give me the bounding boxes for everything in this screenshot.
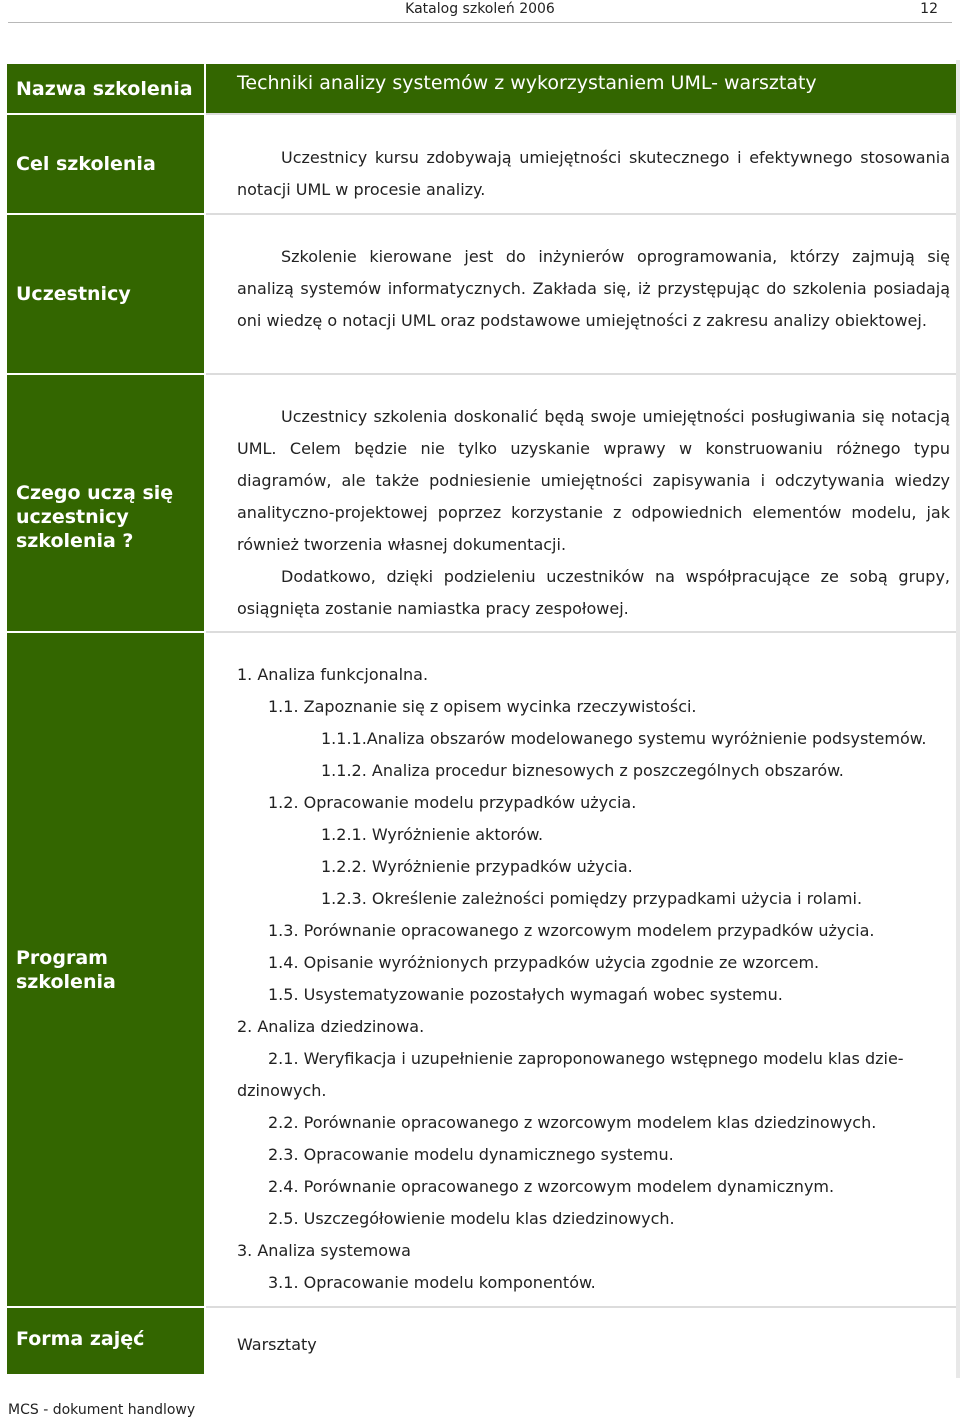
course-goal-text: Uczestnicy kursu zdobywają umiejętności skutecznego i efektywnego stosowania notacji UML w procesie analizy.: [237, 148, 950, 199]
label-form: Forma zajęć: [7, 1308, 204, 1374]
participants-content: [206, 215, 956, 373]
row-participants: [7, 215, 956, 373]
form-content: [206, 1308, 956, 1374]
program-item: 1.2.1. Wyróżnienie aktorów.: [321, 825, 544, 844]
page-footer: MCS - dokument handlowy: [8, 1402, 196, 1418]
course-name-text: Techniki analizy systemów z wykorzystaniem UML- warsztaty: [237, 72, 817, 94]
program-item: 1.4. Opisanie wyróżnionych przypadków użycia zgodnie ze wzorcem.: [268, 953, 820, 972]
row-divider: [206, 113, 956, 115]
program-item: 1.2.2. Wyróżnienie przypadków użycia.: [321, 857, 633, 876]
page-header: [8, 0, 952, 23]
row-form: [7, 1308, 956, 1374]
program-item: 2.1. Weryfikacja i uzupełnienie zaproponowanego wstępnego modelu klas dzie-: [268, 1049, 904, 1068]
program-item: 2.5. Uszczegółowienie modelu klas dziedzinowych.: [268, 1209, 675, 1228]
program-item: 1. Analiza funkcjonalna.: [237, 665, 429, 684]
catalog-title: Katalog szkoleń 2006: [405, 1, 555, 17]
program-item: dzinowych.: [237, 1081, 327, 1100]
program-item: 1.1. Zapoznanie się z opisem wycinka rzeczywistości.: [268, 697, 697, 716]
label-learning: Czego uczą się uczestnicy szkolenia ?: [7, 375, 204, 631]
label-participants: Uczestnicy: [7, 215, 204, 373]
row-program: [7, 633, 956, 1306]
program-item: 1.1.2. Analiza procedur biznesowych z poszczególnych obszarów.: [321, 761, 844, 780]
label-program: Program szkolenia: [7, 633, 204, 1306]
program-item: 1.5. Usystematyzowanie pozostałych wymagań wobec systemu.: [268, 985, 783, 1004]
row-divider: [206, 373, 956, 375]
label-course-name: Nazwa szkolenia: [7, 64, 204, 113]
row-course-goal: [7, 115, 956, 213]
program-item: 2. Analiza dziedzinowa.: [237, 1017, 425, 1036]
participants-text: Szkolenie kierowane jest do inżynierów oprogramowania, którzy zajmują się analizą systemów informatycznych. Zakłada się, iż przystępując do szkolenia posiadają oni wiedzę o notacji UML oraz podstawowe umiejętności z zakresu analizy obiektowej.: [237, 247, 950, 330]
course-table: [7, 64, 956, 1374]
right-margin-bar: [956, 60, 960, 1378]
form-value: Warsztaty: [237, 1335, 317, 1354]
learning-paragraph-1: Uczestnicy szkolenia doskonalić będą swoje umiejętności posługiwania się notacją UML. Celem będzie nie tylko uzyskanie wprawy w konstruowaniu różnego typu diagramów, ale także podniesienie umiejętności zapisywania i odczytywania wiedzy analityczno-projektowej poprzez korzystanie z odpowiednich elementów modelu, jak również tworzenia własnej dokumentacji.: [237, 407, 950, 554]
label-course-goal: Cel szkolenia: [7, 115, 204, 213]
program-content: [206, 633, 956, 1306]
program-list: [237, 659, 950, 1299]
program-item: 1.1.1.Analiza obszarów modelowanego systemu wyróżnienie podsystemów.: [321, 729, 927, 748]
program-item: 1.3. Porównanie opracowanego z wzorcowym modelem przypadków użycia.: [268, 921, 875, 940]
row-course-name: [7, 64, 956, 113]
row-learning: [7, 375, 956, 631]
row-divider: [206, 213, 956, 215]
program-item: 1.2. Opracowanie modelu przypadków użycia.: [268, 793, 637, 812]
row-divider: [206, 631, 956, 633]
page-number: 12: [920, 1, 938, 17]
learning-paragraph-2: Dodatkowo, dzięki podzieleniu uczestników na współpracujące ze sobą grupy, osiągnięta zostanie namiastka pracy zespołowej.: [237, 567, 950, 618]
learning-content: [206, 375, 956, 631]
program-item: 2.2. Porównanie opracowanego z wzorcowym modelem klas dziedzinowych.: [268, 1113, 877, 1132]
program-item: 3.1. Opracowanie modelu komponentów.: [268, 1273, 596, 1292]
program-item: 1.2.3. Określenie zależności pomiędzy przypadkami użycia i rolami.: [321, 889, 863, 908]
course-goal-content: [206, 115, 956, 213]
course-name-value: [206, 64, 956, 113]
program-item: 2.3. Opracowanie modelu dynamicznego systemu.: [268, 1145, 674, 1164]
program-item: 2.4. Porównanie opracowanego z wzorcowym modelem dynamicznym.: [268, 1177, 835, 1196]
program-item: 3. Analiza systemowa: [237, 1241, 411, 1260]
row-divider: [206, 1306, 956, 1308]
